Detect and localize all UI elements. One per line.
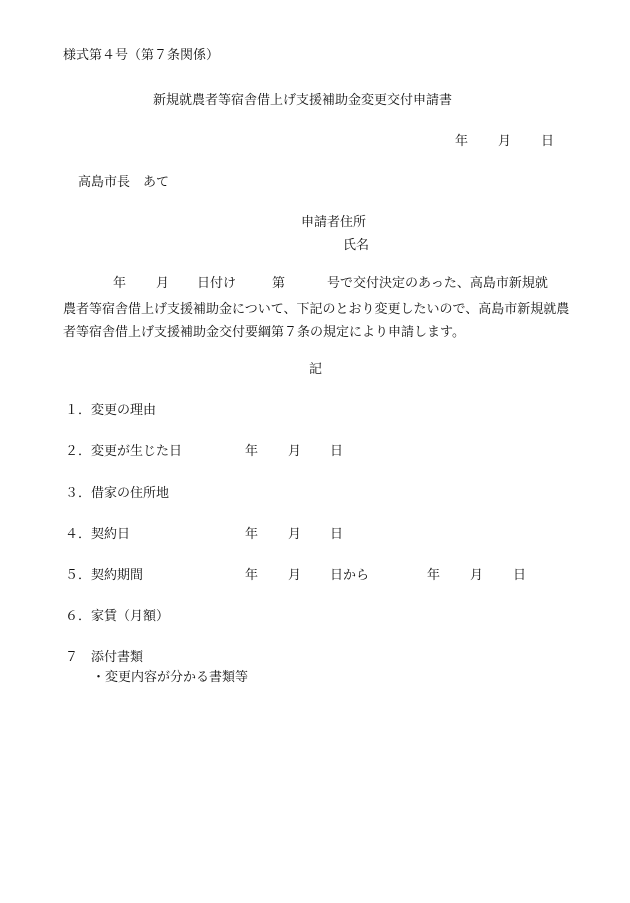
body-day-suffix: 日付け	[197, 276, 237, 291]
item-contract-period-day2: 日	[513, 568, 527, 583]
item-contract-date-year: 年	[245, 527, 259, 542]
item-change-date-day: 日	[330, 444, 344, 459]
item-attachments-sub: ・変更内容が分かる書類等	[92, 670, 249, 685]
item-change-date: ２．変更が生じた日	[65, 444, 183, 459]
item-contract-period-day1: 日から	[330, 568, 370, 583]
item-contract-date: ４．契約日	[65, 527, 131, 542]
form-number: 様式第４号（第７条関係）	[63, 48, 220, 63]
item-change-date-year: 年	[245, 444, 259, 459]
item-contract-period: ５．契約期間	[65, 568, 144, 583]
item-change-reason: １．変更の理由	[65, 403, 157, 418]
applicant-name-label: 氏名	[343, 238, 370, 253]
item-monthly-rent: ６．家賃（月額）	[65, 609, 170, 624]
item-contract-date-day: 日	[330, 527, 344, 542]
item-contract-period-year2: 年	[427, 568, 441, 583]
body-text-rest: 農者等宿舎借上げ支援補助金について、下記のとおり変更したいので、高島市新規就農者等宿舎借上げ支援補助金交付要綱第７条の規定により申請します。	[63, 302, 570, 340]
ki-heading: 記	[309, 362, 323, 377]
document-title: 新規就農者等宿舎借上げ支援補助金変更交付申請書	[153, 93, 453, 108]
body-dai: 第	[272, 276, 286, 291]
item-contract-date-month: 月	[288, 527, 302, 542]
addressee: 高島市長 あて	[78, 175, 170, 190]
date-day: 日	[541, 134, 555, 149]
date-month: 月	[498, 134, 512, 149]
item-change-date-month: 月	[288, 444, 302, 459]
item-contract-period-month2: 月	[470, 568, 484, 583]
applicant-address-label: 申請者住所	[301, 215, 367, 230]
body-text-line1: 号で交付決定のあった、高島市新規就	[327, 276, 548, 291]
item-contract-period-year1: 年	[245, 568, 259, 583]
date-year: 年	[455, 134, 469, 149]
item-attachments: ７ 添付書類	[65, 650, 144, 665]
item-rental-address: ３．借家の住所地	[65, 486, 170, 501]
body-year: 年	[113, 276, 127, 291]
item-contract-period-month1: 月	[288, 568, 302, 583]
body-month: 月	[156, 276, 170, 291]
